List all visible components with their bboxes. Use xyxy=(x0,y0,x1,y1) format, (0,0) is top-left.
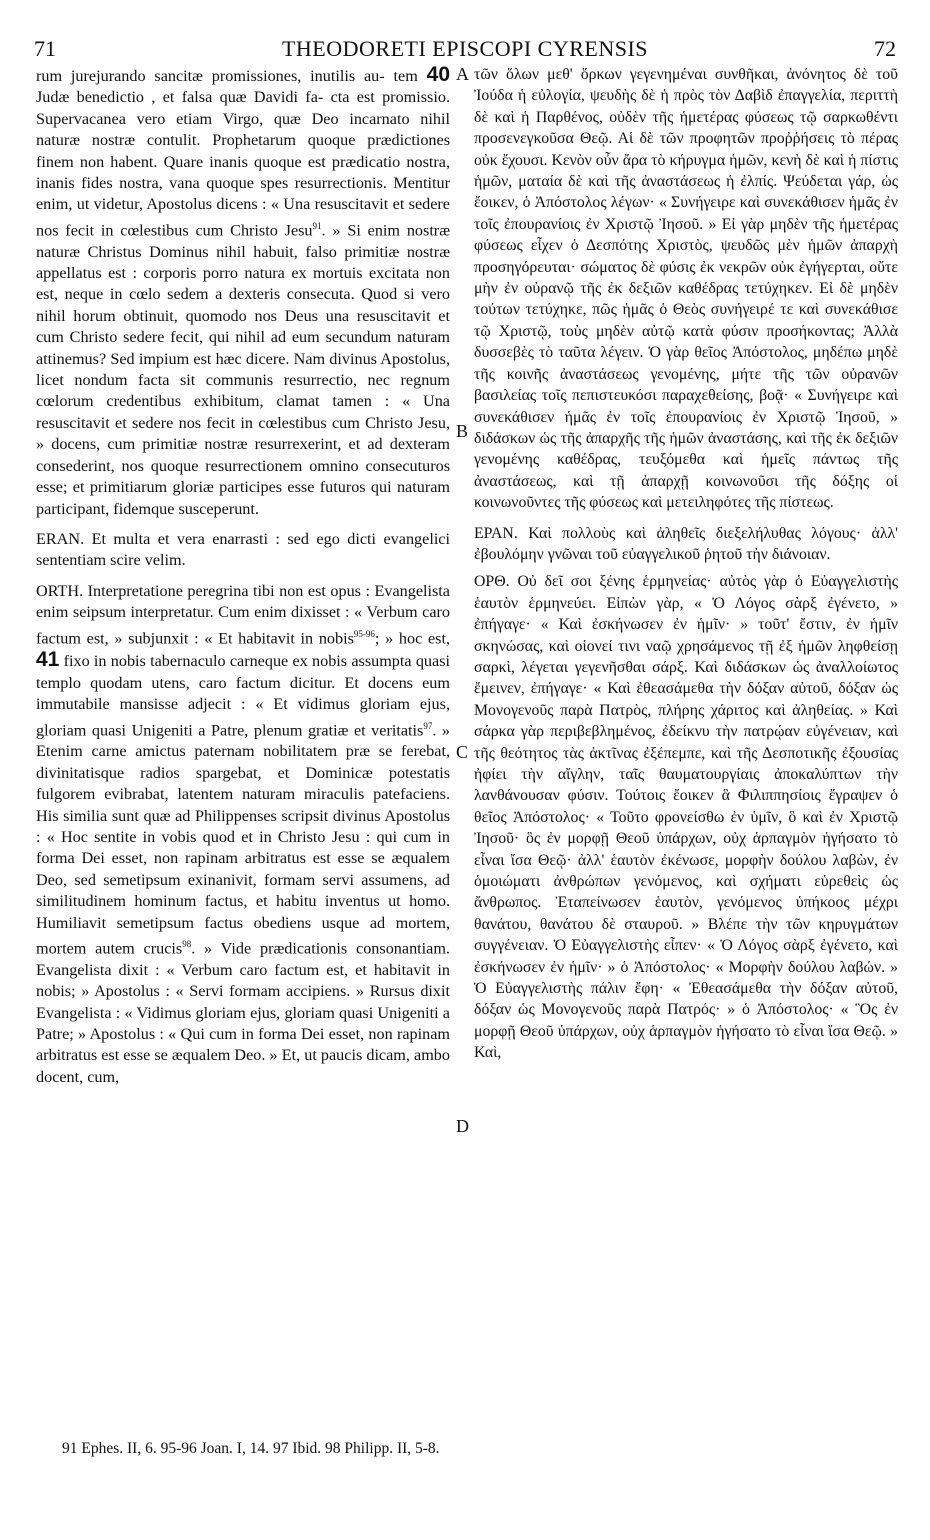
column-number-41: 41 xyxy=(36,648,60,672)
latin-text: tem xyxy=(393,67,427,85)
greek-paragraph-eran: ΕΡΑΝ. Καὶ πολλοὺς καὶ ἀληθεῖς διεξελήλυθας λόγους· ἀλλ' ἐβουλόμην γνῶναι τοῦ εὐαγγελικοῦ ῥητοῦ τὴν διάνοιαν. xyxy=(474,524,898,563)
latin-text: ORTH. Interpretatione peregrina tibi non est opus : Evangelista enim seipsum interpretatur. Cum enim dixisset : « Verbum caro factum est, » subjunxit : « Et habitavit in nobis xyxy=(36,581,450,647)
footnote-ref: 91 xyxy=(312,220,322,231)
latin-paragraph-1 xyxy=(36,64,450,520)
footnote-ref: 95-96 xyxy=(353,628,375,639)
column-number-40: 40 xyxy=(426,63,451,86)
footnotes: 91 Ephes. II, 6. 95-96 Joan. I, 14. 97 Ibid. 98 Philipp. II, 5-8. xyxy=(62,1440,440,1457)
latin-column xyxy=(36,64,450,1088)
greek-paragraph-1: τῶν ὅλων μεθ' ὅρκων γεγενημέναι συνθῆκαι, ἀνόνητος δὲ τοῦ Ἰούδα ἡ εὐλογία, ψευδὴς δὲ ἡ πρὸς τὸν Δαβὶδ ἐπαγγελία, περιττὴ δὲ καὶ ἡ Παρθένος, οὐδὲν τῆς ἡμετέρας φύσεως τῷ σαρκωθέντι προσενεγκοῦσα Θεῷ. Αἱ δὲ τῶν προφητῶν προῤῥήσεις τὸ πέρας οὐκ ἔχουσι. Κενὸν οὖν ἄρα τὸ κήρυγμα ἡμῶν, κενὴ δὲ καὶ ἡ πίστις ἡμῶν, ματαία δὲ καὶ τῆς ἀναστάσεως ἡ ἐλπίς. Ψεύδεται γάρ, ὡς ἔοικεν, ὁ Ἀπόστολος λέγων· « Συνήγειρε καὶ συνεκάθισεν ἡμᾶς ἐν τοῖς ἐπουρανίοις ἐν Χριστῷ Ἰησοῦ. » Εἰ γὰρ μηδὲν τῆς ἡμετέρας φύσεως εἶχεν ὁ Δεσπότης Χριστὸς, ψευδῶς μὲν ἡμῶν ἀπαρχὴ προσηγόρευται· σώματος δὲ φύσις ἐκ νεκρῶν οὐκ ἐγήγερται, οὔτε μὴν ἐν οὐρανῷ τῆς ἐκ δεξιῶν καθέδρας τετύχηκεν. Εἰ δὲ μηδὲν τούτων τετύχηκε, πῶς ἡμᾶς ὁ Θεὸς συνήγειρέ τε καὶ συνεκάθισε τῷ Χριστῷ, τοὺς μηδὲν αὐτῷ κατὰ φύσιν προσήκοντας; Ἀλλὰ δυσσεβὲς τὸ ταῦτα λέγειν. Ὁ γὰρ θεῖος Ἀπόστολος, μηδέπω μηδὲ τῆς κοινῆς ἀναστάσεως γενομένης, μήτε τῆς τῶν οὐρανῶν βασιλείας τοῖς πεπιστευκόσι παραχεθείσης, βοᾷ· « Συνήγειρε καὶ συνεκάθισεν ἡμᾶς ἐν τοῖς ἐπουρανίοις ἐν Χριστῷ Ἰησοῦ, » διδάσκων ὡς τῆς ἀπαρχῆς τῆς ἡμῶν ἀναστάσης, καὶ τῆς ἐκ δεξιῶν γενομένης καθέδρας, τευξόμεθα καὶ ἡμεῖς πάντως τῆς ἀναστάσεως, καὶ τῇ ἀπαρχῇ κοινωνοῦσι τῆς δόξης οἱ κοινωνοῦντες τῆς φύσεως καὶ μετειληφότες τῆς πίστεως. xyxy=(474,66,898,512)
footnote-ref: 97 xyxy=(423,720,433,731)
latin-paragraph-orth xyxy=(36,581,450,1089)
latin-text: ; » hoc est, xyxy=(374,628,450,647)
running-title: THEODORETI EPISCOPI CYRENSIS xyxy=(281,36,649,61)
page-number-right: 72 xyxy=(874,36,896,61)
latin-text: Judæ benedictio , et falsa quæ Davidi fa- xyxy=(36,88,324,107)
latin-text: . » Vide prædicationis consonantiam. Evangelista dixit : « Verbum caro factum est, et habitavit in nobis; » Apostolus : « Servi formam accipiens. » Rursus dixit Evangelista : « Vidimus gloriam ejus, gloriam quasi Unigeniti a Patre; » Apostolus : « Qui cum in forma Dei esset, non rapinam arbitratus est esse se æqualem Deo. » Et, ut paucis dicam, ambo docent, cum, xyxy=(36,939,450,1086)
latin-text: rum jurejurando sancitæ promissiones, inutilis au- xyxy=(36,67,385,85)
margin-marker-c: C xyxy=(456,742,469,762)
margin-marker-a: A xyxy=(456,64,469,84)
page-header xyxy=(34,36,896,64)
latin-paragraph-eran: ERAN. Et multa et vera enarrasti : sed ego dicti evangelici sententiam scire velim. xyxy=(36,529,450,570)
margin-marker-b: B xyxy=(456,421,469,441)
latin-text: . » Si enim nostræ naturæ Christus Dominus nihil habuit, falso primitiæ nostræ appellatus est : corporis porro natura ex mortuis excitata non est, neque in cœlo sedem a dexteris consecuta. Quod si vero nihil horum obtinuit, quomodo nos Deus una resuscitavit et cum Christo sedere fecit, qui nihil ad eum secundum naturam attinemus? Sed impium est hæc dicere. Nam divinus Apostolus, licet nondum facta sit communis resurrectio, nec regnum cœlorum credentibus exhibitum, clamat tamen : « Una resuscitavit et sedere nos fecit in cœlestibus cum Christo Jesu, » docens, cum primitiæ nostræ resurrexerint, et ad dexteram consederint, nos quoque resurrectionem omnino consecuturos esse; et primitiarum gloriæ participes esse futuros qui naturam participant, fidemque susceperunt. xyxy=(36,221,450,518)
latin-text: . » Etenim carne amictus paternam nobilitatem præ se ferebat, divinitatisque radios spargebat, et Dominicæ potestatis fulgorem evibrabat, latentem naturam miraculis patefaciens. His similia sunt quæ ad Philippenses scripsit divinus Apostolus : « Hoc sentite in vobis quod et in Christo Jesu : qui cum in forma Dei esset, non rapinam arbitratus est esse se æqualem Deo, sed semetipsum exinanivit, formam servi assumens, ad similitudinem hominum factus, et habitu inventus ut homo. Humiliavit semetipsum factus obediens usque ad mortem, mortem autem crucis xyxy=(36,720,451,958)
footnote-ref: 98 xyxy=(182,939,192,950)
greek-paragraph-orth: ΟΡΘ. Οὐ δεῖ σοι ξένης ἑρμηνείας· αὐτὸς γὰρ ὁ Εὐαγγελιστὴς ἑαυτὸν ἑρμηνεύει. Εἰπὼν γὰρ, « Ὁ Λόγος σὰρξ ἐγένετο, » ἐπήγαγε· « Καὶ ἐσκήνωσεν ἐν ἡμῖν· » τοῦτ' ἔστιν, ἐν ἡμῖν σκηνώσας, καὶ οἱονεί τινι ναῷ χρησάμενος τῇ ἐξ ἡμῶν ληφθείσῃ σαρκὶ, λέγεται γεγενῆσθαι σάρξ. Καὶ διδάσκων ὡς ἀναλλοίωτος ἔμεινεν, ἐπήγαγε· « Καὶ ἐθεασάμεθα τὴν δόξαν αὐτοῦ, δόξαν ὡς Μονογενοῦς παρὰ Πατρὸς, πλήρης χάριτος καὶ ἀληθείας. » Καὶ σάρκα γὰρ περιβεβλημένος, ἐδείκνυ τὴν πατρῴαν εὐγένειαν, καὶ τῆς θεότητος τὰς ἀκτῖνας ἐξέπεμπε, καὶ τῆς Δεσποτικῆς ἐξουσίας ἠφίει τὴν αἴγλην, ταῖς θαυματουργίαις ἀποκαλύπτων τὴν λανθάνουσαν φύσιν. Τούτοις ἔοικεν ἃ Φιλιππησίοις ἔγραψεν ὁ θεῖος Ἀπόστολος· « Τοῦτο φρονείσθω ἐν ὑμῖν, ὃ καὶ ἐν Χριστῷ Ἰησοῦ· ὃς ἐν μορφῇ Θεοῦ ὑπάρχων, οὐχ ἁρπαγμὸν ἡγήσατο τὸ εἶναι ἴσα Θεῷ· ἀλλ' ἑαυτὸν ἐκένωσε, μορφὴν δούλου λαβὼν, ἐν ὁμοιώματι ἀνθρώπων γενόμενος, καὶ σχήματι εὑρεθεὶς ὡς ἄνθρωπος. Ἐταπείνωσεν ἑαυτὸν, γενόμενος ὑπήκοος μέχρι θανάτου, θανάτου δὲ σταυροῦ. » Βλέπε τὴν τῶν κηρυγμάτων συγγένειαν. Ὁ Εὐαγγελιστὴς εἶπεν· « Ὁ Λόγος σὰρξ ἐγένετο, καὶ ἐσκήνωσεν ἐν ἡμῖν· » ὁ Ἀπόστολος· « Μορφὴν δούλου λαβών. » Ὁ Εὐαγγελιστὴς πάλιν ἔφη· « Ἐθεασάμεθα τὴν δόξαν αὐτοῦ, δόξαν ὡς Μονογενοῦς παρὰ Πατρός· » ὁ Ἀπόστολος· « Ὃς ἐν μορφῇ Θεοῦ ὑπάρχων, οὐχ ἁρπαγμὸν ἡγήσατο τὸ εἶναι ἴσα Θεῷ. » Καὶ, xyxy=(474,573,898,1062)
page-number-left: 71 xyxy=(34,36,56,61)
margin-marker-d: D xyxy=(456,1116,469,1136)
greek-column xyxy=(474,64,898,1064)
latin-text: cta est promissio. Supervacanea vero etiam Virgo, quæ Deo incarnato nihil naturæ nostræ contulit. Prophetarum quoque prædictiones finem non habent. Quare inanis quoque est prædicatio nostra, inanis fides nostra, vana quoque spes resurrectionis. Mentitur enim, ut videtur, Apostolus dicens : « Una resuscitavit et sedere nos fecit in cœlestibus cum Christo Jesu xyxy=(36,88,450,240)
latin-text: fixo in nobis tabernaculo carneque ex nobis assumpta quasi templo quodam utens, caro factum dicitur. Et docens eum immutabile mansisse adjecit : « Et vidimus gloriam ejus, gloriam quasi Unigeniti a Patre, plenum gratiæ et veritatis xyxy=(36,652,450,739)
